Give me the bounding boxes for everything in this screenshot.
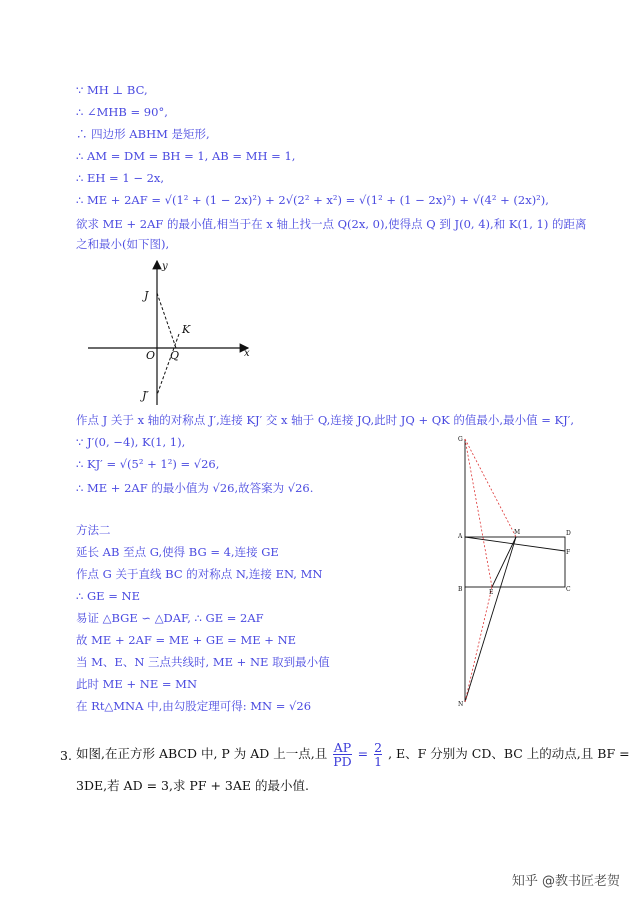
text-line: ∵ MH ⊥ BC,: [76, 83, 148, 97]
question-text-part2: , E、F 分别为 CD、BC 上的动点,且 BF =: [388, 746, 630, 761]
text-line: 作点 G 关于直线 BC 的对称点 N,连接 EN, MN: [76, 567, 323, 581]
coordinate-figure: [80, 255, 260, 410]
question-number: 3.: [60, 748, 72, 763]
text-line: ∴ 四边形 ABHM 是矩形,: [76, 127, 210, 141]
text-line: ∴ EH = 1 − 2x,: [76, 171, 165, 185]
text-line: ∵ J′(0, −4), K(1, 1),: [76, 435, 186, 449]
text-line: 此时 ME + NE = MN: [76, 677, 198, 691]
question-line-2: 3DE,若 AD = 3,求 PF + 3AE 的最小值.: [76, 778, 309, 793]
fraction-ap-pd: [333, 741, 351, 768]
question-line-1: [76, 741, 630, 768]
label-d: D: [566, 530, 571, 537]
segment-en-red: [465, 587, 492, 702]
label-e: E: [489, 589, 494, 596]
method2-heading: 方法二: [76, 523, 111, 537]
label-o: O: [146, 349, 156, 362]
label-j-prime: J′: [142, 389, 149, 402]
equals-sign: =: [357, 746, 369, 761]
jq-dashed: [157, 293, 176, 348]
fraction-numerator: AP: [333, 740, 352, 755]
segment-mn: [465, 537, 516, 702]
segment-gf-red: [465, 439, 516, 537]
label-k: K: [182, 323, 191, 336]
label-a: A: [458, 533, 463, 540]
label-m: M: [514, 529, 521, 536]
fraction-2-1: [374, 741, 382, 768]
fraction-denominator: 1: [374, 754, 383, 769]
fraction-denominator: PD: [333, 754, 352, 769]
text-line: ∴ ∠MHB = 90°,: [76, 105, 168, 119]
label-q: Q: [170, 349, 180, 362]
segment-me: [492, 537, 516, 587]
text-line: ∴ ME + 2AF = √(1² + (1 − 2x)²) + 2√(2² + x²) = √(1² + (1 − 2x)²) + √(4² + (2x)²),: [76, 193, 549, 207]
label-x: x: [244, 348, 250, 359]
text-line: 易证 △BGE ∽ △DAF, ∴ GE = 2AF: [76, 611, 264, 625]
rectangle-figure: [455, 432, 580, 712]
label-b: B: [458, 586, 463, 593]
text-line: 欲求 ME + 2AF 的最小值,相当于在 x 轴上找一点 Q(2x, 0),使得点 Q 到 J(0, 4),和 K(1, 1) 的距离: [76, 217, 587, 231]
question-text-part1: 如图,在正方形 ABCD 中, P 为 AD 上一点,且: [76, 746, 328, 761]
label-n: N: [458, 701, 464, 708]
text-line: 故 ME + 2AF = ME + GE = ME + NE: [76, 633, 297, 647]
text-line: ∴ GE = NE: [76, 589, 140, 603]
text-line: ∴ AM = DM = BH = 1, AB = MH = 1,: [76, 149, 296, 163]
label-c: C: [566, 586, 571, 593]
text-line: 在 Rt△MNA 中,由勾股定理可得: MN = √26: [76, 699, 312, 713]
segment-ge-red: [465, 439, 492, 587]
text-line: ∴ ME + 2AF 的最小值为 √26,故答案为 √26.: [76, 481, 314, 495]
rectangle-abcd: [465, 537, 565, 587]
kj-prime-dashed: [157, 334, 179, 395]
watermark: 知乎 @教书匠老贺: [511, 874, 620, 889]
label-y: y: [162, 261, 168, 272]
text-line: 作点 J 关于 x 轴的对称点 J′,连接 KJ′ 交 x 轴于 Q,连接 JQ,此时 JQ + QK 的值最小,最小值 = KJ′,: [76, 413, 574, 427]
fraction-numerator: 2: [374, 740, 383, 755]
label-j: J: [144, 289, 149, 302]
text-line: ∴ KJ′ = √(5² + 1²) = √26,: [76, 457, 220, 471]
text-line: 当 M、E、N 三点共线时, ME + NE 取到最小值: [76, 655, 330, 669]
label-g: G: [458, 436, 463, 443]
label-f: F: [566, 549, 571, 556]
text-line: 之和最小(如下图),: [76, 237, 170, 251]
text-line: 延长 AB 至点 G,使得 BG = 4,连接 GE: [76, 545, 279, 559]
